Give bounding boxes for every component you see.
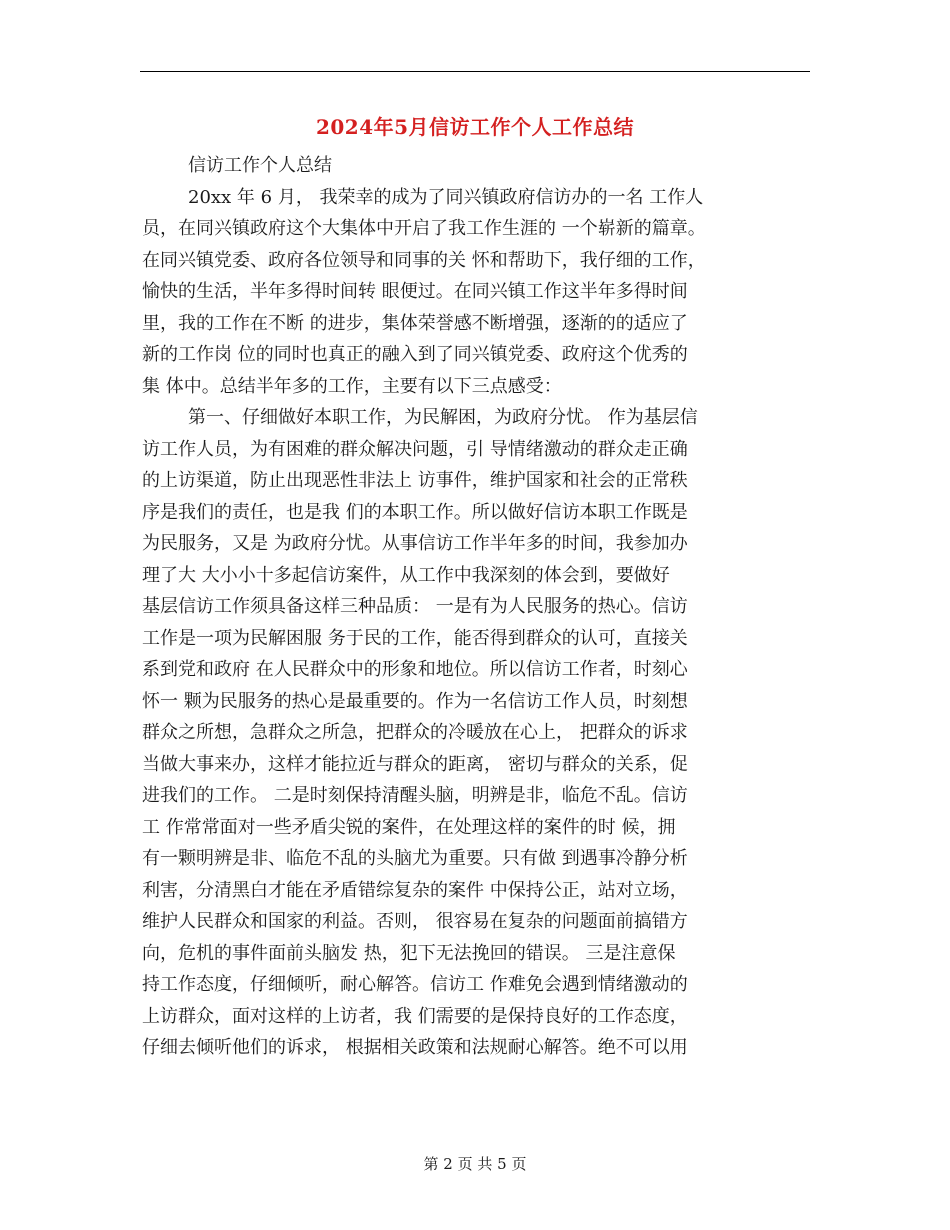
- text-line: 工 作常常面对一些矛盾尖锐的案件，在处理这样的案件的时 候，拥: [142, 816, 676, 838]
- text-line: 群众之所想，急群众之所急，把群众的冷暖放在心上， 把群众的诉求: [142, 722, 688, 743]
- text-line: 20xx 年 6 月， 我荣幸的成为了同兴镇政府信访办的一名 工作人: [188, 186, 704, 208]
- text-line: 持工作态度，仔细倾听，耐心解答。信访工 作难免会遇到情绪激动的: [142, 974, 688, 995]
- text-line: 员，在同兴镇政府这个大集体中开启了我工作生涯的 一个崭新的篇章。: [142, 218, 706, 239]
- text-line: 的上访渠道，防止出现恶性非法上 访事件，维护国家和社会的正常秩: [142, 470, 688, 491]
- text-line: 基层信访工作须具备这样三种品质： 一是有为人民服务的热心。信访: [142, 596, 688, 617]
- text-line: 理了大 大小小十多起信访案件，从工作中我深刻的体会到，要做好: [142, 564, 670, 586]
- text-line: 信访工作个人总结: [188, 155, 332, 176]
- text-line: 系到党和政府 在人民群众中的形象和地位。所以信访工作者，时刻心: [142, 659, 688, 680]
- text-line: 第一、仔细做好本职工作，为民解困，为政府分忧。 作为基层信: [188, 407, 698, 428]
- text-line: 仔细去倾听他们的诉求， 根据相关政策和法规耐心解答。绝不可以用: [142, 1037, 688, 1058]
- text-line: 当做大事来办，这样才能拉近与群众的距离， 密切与群众的关系，促: [142, 753, 688, 775]
- text-line: 利害，分清黑白才能在矛盾错综复杂的案件 中保持公正，站对立场，: [142, 879, 688, 901]
- text-line: 集 体中。总结半年多的工作，主要有以下三点感受：: [142, 375, 562, 397]
- header-rule: [140, 71, 810, 72]
- text-line: 怀一 颗为民服务的热心是最重要的。作为一名信访工作人员，时刻想: [142, 690, 688, 712]
- text-line: 为民服务，又是 为政府分忧。从事信访工作半年多的时间，我参加办: [142, 533, 688, 554]
- text-line: 进我们的工作。 二是时刻保持清醒头脑，明辨是非，临危不乱。信访: [142, 785, 688, 806]
- page-footer: 第 2 页 共 5 页: [423, 1155, 527, 1173]
- text-line: 维护人民群众和国家的利益。否则， 很容易在复杂的问题面前搞错方: [142, 911, 688, 932]
- document-title: 2024年5月信访工作个人工作总结: [315, 115, 635, 139]
- text-line: 工作是一项为民解困服 务于民的工作，能否得到群众的认可，直接关: [142, 627, 688, 649]
- text-line: 序是我们的责任，也是我 们的本职工作。所以做好信访本职工作既是: [142, 501, 688, 523]
- text-line: 向，危机的事件面前头脑发 热，犯下无法挽回的错误。 三是注意保: [142, 942, 676, 964]
- text-line: 愉快的生活，半年多得时间转 眼便过。在同兴镇工作这半年多得时间: [142, 281, 688, 302]
- text-line: 新的工作岗 位的同时也真正的融入到了同兴镇党委、政府这个优秀的: [142, 344, 688, 365]
- document-body: [142, 150, 808, 1064]
- text-line: 有一颗明辨是非、临危不乱的头脑尤为重要。只有做 到遇事冷静分析: [142, 848, 688, 869]
- text-line: 里，我的工作在不断 的进步，集体荣誉感不断增强，逐渐的的适应了: [142, 312, 688, 334]
- text-line: 在同兴镇党委、政府各位领导和同事的关 怀和帮助下，我仔细的工作，: [142, 249, 706, 271]
- text-line: 上访群众，面对这样的上访者，我 们需要的是保持良好的工作态度，: [142, 1005, 688, 1027]
- text-line: 访工作人员，为有困难的群众解决问题，引 导情绪激动的群众走正确: [142, 438, 688, 460]
